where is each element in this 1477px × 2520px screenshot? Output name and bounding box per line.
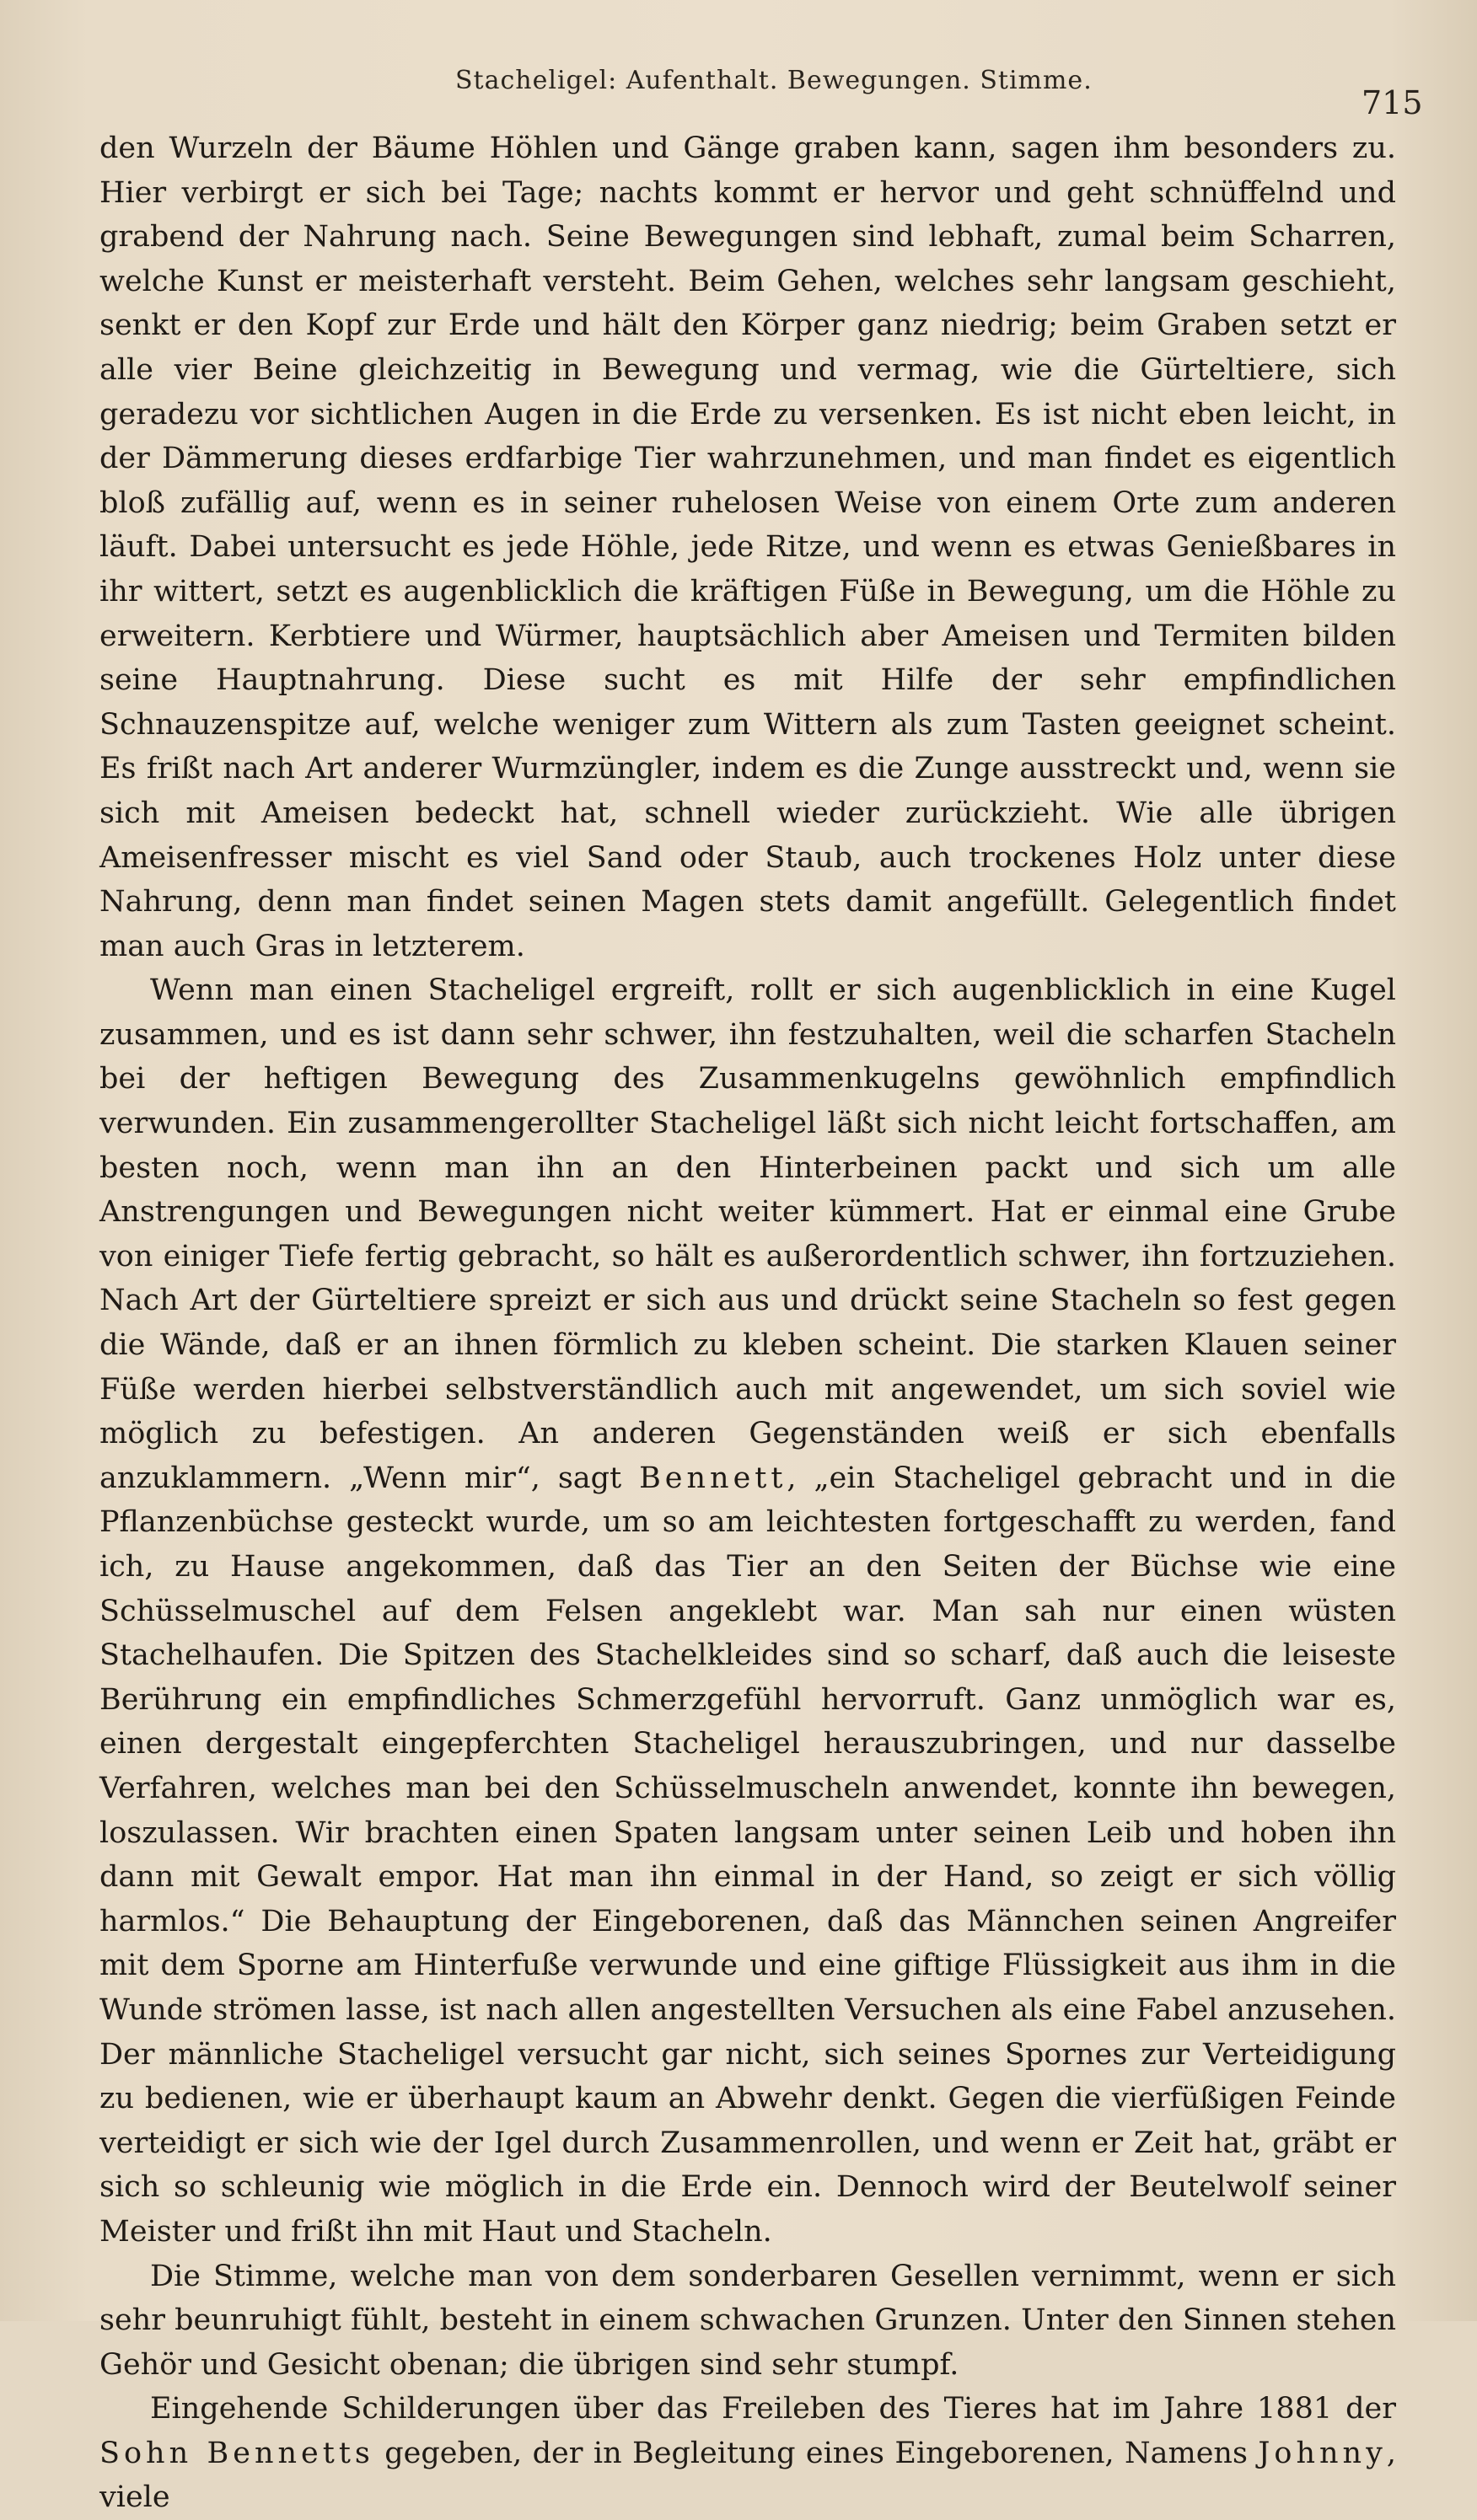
paragraph-2 (99, 968, 1396, 2254)
paragraph-4-text-continued: gegeben, der in Begleitung eines Eingeborenen, Namens (373, 2436, 1248, 2470)
paragraph-4-text: Eingehende Schilderungen über das Freileben des Tieres hat im Jahre 1881 der (150, 2392, 1396, 2426)
paragraph-4-text-end: , viele (99, 2436, 1396, 2515)
body-text (99, 126, 1396, 2520)
paragraph-1: den Wurzeln der Bäume Höhlen und Gänge graben kann, sagen ihm besonders zu. Hier verbirgt er sich bei Tage; nachts kommt er hervor und geht schnüffelnd und grabend der Nahrung nach. Seine Bewegungen sind lebhaft, zumal beim Scharren, welche Kunst er meisterhaft versteht. Beim Gehen, welches sehr langsam geschieht, senkt er den Kopf zur Erde und hält den Körper ganz niedrig; beim Graben setzt er alle vier Beine gleichzeitig in Bewegung und vermag, wie die Gürteltiere, sich geradezu vor sichtlichen Augen in die Erde zu versenken. Es ist nicht eben leicht, in der Dämmerung dieses erdfarbige Tier wahrzunehmen, und man findet es eigentlich bloß zufällig auf, wenn es in seiner ruhelosen Weise von einem Orte zum anderen läuft. Dabei untersucht es jede Höhle, jede Ritze, und wenn es etwas Genießbares in ihr wittert, setzt es augenblicklich die kräftigen Füße in Bewegung, um die Höhle zu erweitern. Kerbtiere und Würmer, hauptsächlich aber Ameisen und Termiten bilden seine Hauptnahrung. Diese sucht es mit Hilfe der sehr empfindlichen Schnauzenspitze auf, welche weniger zum Wittern als zum Tasten geeignet scheint. Es frißt nach Art anderer Wurmzüngler, indem es die Zunge ausstreckt und, wenn sie sich mit Ameisen bedeckt hat, schnell wieder zurückzieht. Wie alle übrigen Ameisenfresser mischt es viel Sand oder Staub, auch trockenes Holz unter diese Nahrung, denn man findet seinen Magen stets damit angefüllt. Gelegentlich findet man auch Gras in letzterem. (99, 131, 1396, 963)
person-name-johnny: Johnny (1258, 2436, 1387, 2470)
person-name-bennett-son: Sohn Bennetts (99, 2436, 374, 2470)
paragraph-4 (99, 2387, 1396, 2520)
paragraph-2-text: Wenn man einen Stacheligel ergreift, rollt er sich augenblicklich in eine Kugel zusammen, und es ist dann sehr schwer, ihn festzuhalten, weil die scharfen Stacheln bei der heftigen Bewegung des Zusammenkugelns gewöhnlich empfindlich verwunden. Ein zusammengerollter Stacheligel läßt sich nicht leicht fortschaffen, am besten noch, wenn man ihn an den Hinterbeinen packt und sich um alle Anstrengungen und Bewegungen nicht weiter kümmert. Hat er einmal eine Grube von einiger Tiefe fertig gebracht, so hält es außerordentlich schwer, ihn fortzuziehen. Nach Art der Gürteltiere spreizt er sich aus und drückt seine Stacheln so fest gegen die Wände, daß er an ihnen förmlich zu kleben scheint. Die starken Klauen seiner Füße werden hierbei selbstverständlich auch mit angewendet, um sich soviel wie möglich zu befestigen. An anderen Gegenständen weiß er sich ebenfalls anzuklammern. „Wenn mir“, sagt (99, 973, 1396, 1495)
paragraph-2-text-continued: , „ein Stacheligel gebracht und in die Pflanzenbüchse gesteckt wurde, um so am leichtesten fortgeschafft zu werden, fand ich, zu Hause angekommen, daß das Tier an den Seiten der Büchse wie eine Schüsselmuschel auf dem Felsen angeklebt war. Man sah nur einen wüsten Stachelhaufen. Die Spitzen des Stachelkleides sind so scharf, daß auch die leiseste Berührung ein empfindliches Schmerzgefühl hervorruft. Ganz unmöglich war es, einen dergestalt eingepferchten Stacheligel herauszubringen, und nur dasselbe Verfahren, welches man bei den Schüsselmuscheln anwendet, konnte ihn bewegen, loszulassen. Wir brachten einen Spaten langsam unter seinen Leib und hoben ihn dann mit Gewalt empor. Hat man ihn einmal in der Hand, so zeigt er sich völlig harmlos.“ Die Behauptung der Eingeborenen, daß das Männchen seinen Angreifer mit dem Sporne am Hinterfuße verwunde und eine giftige Flüssigkeit aus ihm in die Wunde strömen lasse, ist nach allen angestellten Versuchen als eine Fabel anzusehen. Der männliche Stacheligel versucht gar nicht, sich seines Spornes zur Verteidigung zu bedienen, wie er überhaupt kaum an Abwehr denkt. Gegen die vierfüßigen Feinde verteidigt er sich wie der Igel durch Zusammenrollen, und wenn er Zeit hat, gräbt er sich so schleunig wie möglich in die Erde ein. Dennoch wird der Beutelwolf seiner Meister und frißt ihn mit Haut und Stacheln. (99, 1461, 1396, 2249)
running-head: Stacheligel: Aufenthalt. Bewegungen. Stimme. (455, 66, 1093, 95)
paragraph-3: Die Stimme, welche man von dem sonderbaren Gesellen vernimmt, wenn er sich sehr beunruhigt fühlt, besteht in einem schwachen Grunzen. Unter den Sinnen stehen Gehör und Gesicht obenan; die übrigen sind sehr stumpf. (99, 2259, 1396, 2382)
page-number: 715 (1362, 84, 1423, 121)
author-name-bennett: Bennett (639, 1461, 787, 1495)
